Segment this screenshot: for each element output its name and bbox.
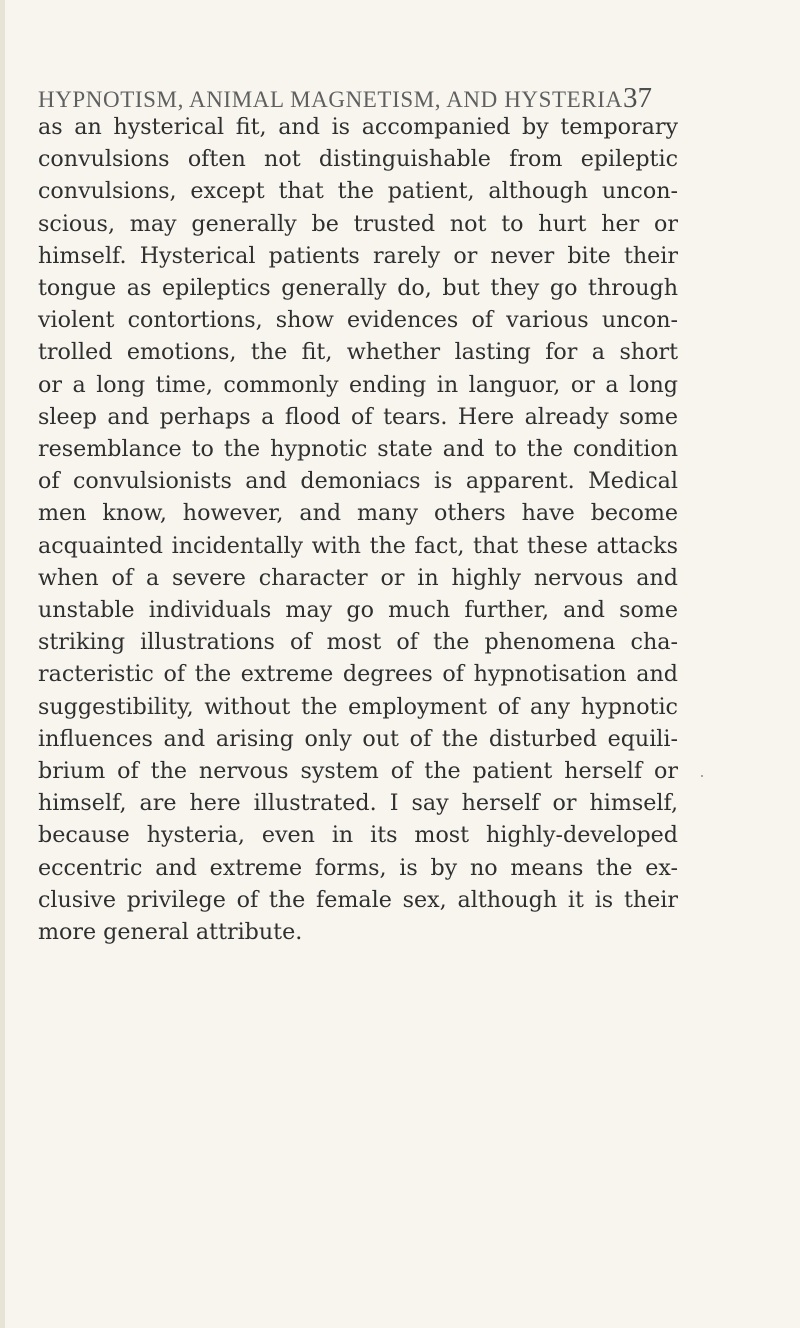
text-line: sleep and perhaps a flood of tears. Here already some <box>38 403 678 430</box>
text-line: trolled emotions, the fit, whether lasting for a short <box>38 339 678 366</box>
text-line: more general attribute. <box>38 919 303 946</box>
text-line: unstable individuals may go much further, and some <box>38 597 678 624</box>
text-line: or a long time, commonly ending in languor, or a long <box>38 371 678 398</box>
paper-speck <box>701 775 703 777</box>
page-gutter-edge <box>0 0 5 1328</box>
text-line: violent contortions, show evidences of various uncon- <box>38 307 678 334</box>
body-paragraph <box>38 111 678 948</box>
text-line: influences and arising only out of the disturbed equili- <box>38 725 678 752</box>
text-line: acquainted incidentally with the fact, that these attacks <box>38 532 678 559</box>
text-line: when of a severe character or in highly nervous and <box>38 564 678 591</box>
text-line: striking illustrations of most of the phenomena cha- <box>38 629 678 656</box>
text-line: scious, may generally be trusted not to hurt her or <box>38 210 678 237</box>
text-line: eccentric and extreme forms, is by no means the ex- <box>38 854 678 881</box>
text-line: himself. Hysterical patients rarely or never bite their <box>38 242 678 269</box>
page-number: 37 <box>623 82 652 114</box>
text-line: men know, however, and many others have become <box>38 500 678 527</box>
text-line: of convulsionists and demoniacs is apparent. Medical <box>38 468 678 495</box>
text-line: convulsions, except that the patient, although uncon- <box>38 178 678 205</box>
text-line: because hysteria, even in its most highly-developed <box>38 822 678 849</box>
text-line: as an hysterical fit, and is accompanied by temporary <box>38 114 678 140</box>
text-line: resemblance to the hypnotic state and to the condition <box>38 436 678 463</box>
text-line: suggestibility, without the employment of any hypnotic <box>38 693 678 720</box>
text-line: brium of the nervous system of the patient herself or <box>38 758 678 785</box>
text-line: himself, are here illustrated. I say herself or himself, <box>38 790 678 817</box>
text-line: convulsions often not distinguishable from epileptic <box>38 146 678 173</box>
text-line: racteristic of the extreme degrees of hypnotisation and <box>38 661 678 688</box>
text-line: tongue as epileptics generally do, but they go through <box>38 275 678 302</box>
text-line: clusive privilege of the female sex, although it is their <box>38 886 678 913</box>
running-title: HYPNOTISM, ANIMAL MAGNETISM, AND HYSTERIA <box>38 87 623 112</box>
